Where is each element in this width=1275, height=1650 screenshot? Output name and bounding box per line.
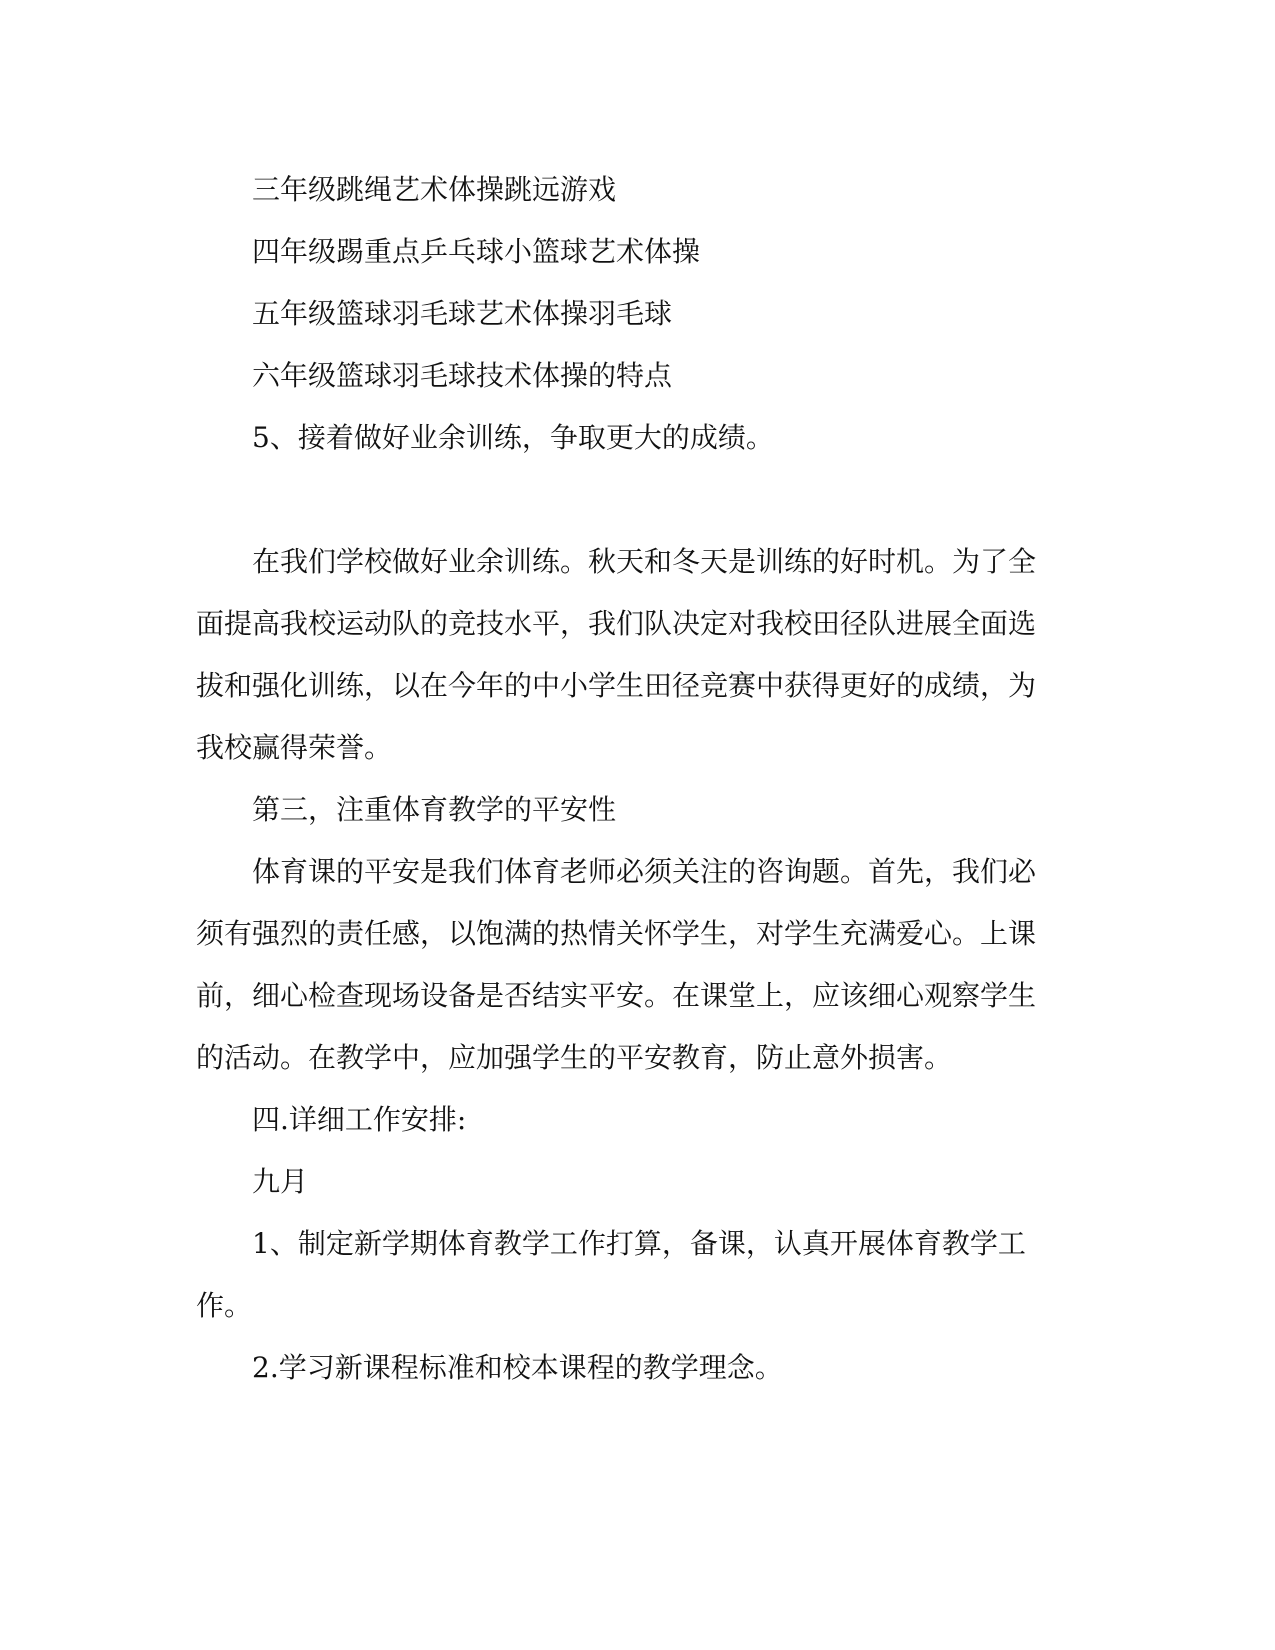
paragraph-training-line2: 面提高我校运动队的竞技水平，我们队决定对我校田径队进展全面选 xyxy=(196,607,1037,640)
paragraph-training-line3: 拔和强化训练，以在今年的中小学生田径竞赛中获得更好的成绩，为 xyxy=(196,669,1037,702)
schedule-item2: 2.学习新课程标准和校本课程的教学理念。 xyxy=(252,1351,783,1384)
text-line-item5: 5、接着做好业余训练，争取更大的成绩。 xyxy=(252,421,774,454)
section-heading-schedule: 四.详细工作安排: xyxy=(252,1103,467,1136)
text-line-grade6: 六年级篮球羽毛球技术体操的特点 xyxy=(252,359,673,392)
text-line-grade5: 五年级篮球羽毛球艺术体操羽毛球 xyxy=(252,297,673,330)
paragraph-safety-line3: 前，细心检查现场设备是否结实平安。在课堂上，应该细心观察学生 xyxy=(196,979,1037,1012)
schedule-item1-line2: 作。 xyxy=(196,1289,253,1322)
paragraph-safety-line4: 的活动。在教学中，应加强学生的平安教育，防止意外损害。 xyxy=(196,1041,953,1074)
text-line-grade4: 四年级踢重点乒乓球小篮球艺术体操 xyxy=(252,235,701,268)
paragraph-safety-line2: 须有强烈的责任感，以饱满的热情关怀学生，对学生充满爱心。上课 xyxy=(196,917,1037,950)
month-heading-september: 九月 xyxy=(252,1165,309,1198)
paragraph-training-line4: 我校赢得荣誉。 xyxy=(196,731,393,764)
paragraph-training-line1: 在我们学校做好业余训练。秋天和冬天是训练的好时机。为了全 xyxy=(252,545,1037,578)
paragraph-safety-line1: 体育课的平安是我们体育老师必须关注的咨询题。首先，我们必 xyxy=(252,855,1037,888)
text-line-grade3: 三年级跳绳艺术体操跳远游戏 xyxy=(252,173,617,206)
schedule-item1-line1: 1、制定新学期体育教学工作打算，备课，认真开展体育教学工 xyxy=(252,1227,1026,1260)
section-heading-safety: 第三，注重体育教学的平安性 xyxy=(252,793,617,826)
